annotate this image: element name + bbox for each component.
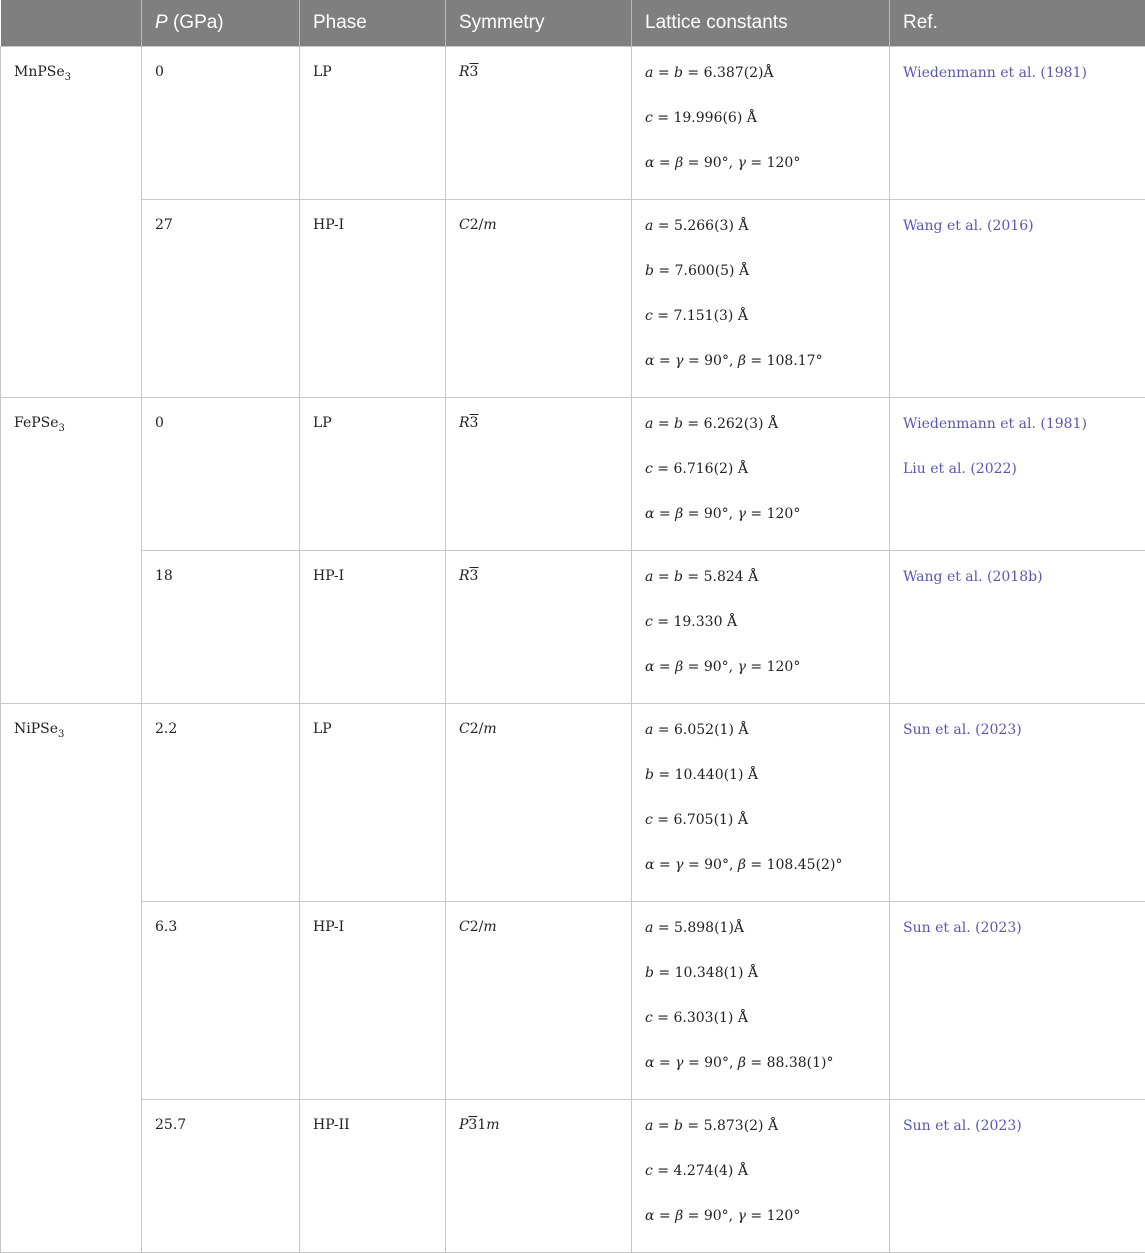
table-row (1, 902, 1145, 1100)
material-name: MnPSe (14, 64, 65, 80)
symmetry-cell (446, 47, 632, 200)
material-name: FePSe (14, 415, 59, 431)
space-group: R (459, 415, 470, 431)
lattice-line: b = 10.348(1) Å (645, 964, 876, 1009)
lattice-line: a = b = 5.873(2) Å (645, 1117, 876, 1162)
lattice-line: a = b = 6.387(2)Å (645, 64, 876, 109)
table-row (1, 398, 1145, 551)
space-group: R (459, 568, 470, 584)
phase-cell: HP-I (300, 200, 446, 398)
lattice-cell (632, 398, 890, 551)
lattice-cell (632, 551, 890, 704)
rotoinversion-bar: 3 (470, 64, 479, 80)
header-phase: Phase (300, 0, 446, 47)
header-material (1, 0, 142, 47)
lattice-line: α = β = 90°, γ = 120° (645, 1207, 876, 1252)
material-cell (1, 47, 142, 398)
lattice-line: a = b = 5.824 Å (645, 568, 876, 613)
ref-cell (890, 902, 1145, 1100)
phase-cell: LP (300, 398, 446, 551)
phase-cell: LP (300, 47, 446, 200)
table-row (1, 47, 1145, 200)
lattice-line: c = 19.996(6) Å (645, 109, 876, 154)
pressure-cell: 6.3 (142, 902, 300, 1100)
lattice-line: c = 7.151(3) Å (645, 307, 876, 352)
phase-cell: HP-I (300, 902, 446, 1100)
lattice-line: α = β = 90°, γ = 120° (645, 658, 876, 703)
pressure-cell: 0 (142, 398, 300, 551)
table-row (1, 1100, 1145, 1253)
lattice-line: α = γ = 90°, β = 88.38(1)° (645, 1054, 876, 1099)
ref-cell (890, 551, 1145, 704)
table-row (1, 200, 1145, 398)
lattice-line: c = 6.716(2) Å (645, 460, 876, 505)
lattice-line: c = 4.274(4) Å (645, 1162, 876, 1207)
space-group: C (459, 217, 470, 233)
lattice-line: b = 7.600(5) Å (645, 262, 876, 307)
lattice-line: c = 19.330 Å (645, 613, 876, 658)
lattice-line: a = 5.898(1)Å (645, 919, 876, 964)
lattice-line: α = β = 90°, γ = 120° (645, 154, 876, 199)
lattice-line: a = b = 6.262(3) Å (645, 415, 876, 460)
space-group: P (459, 1117, 468, 1133)
phase-cell: HP-I (300, 551, 446, 704)
phase-cell: LP (300, 704, 446, 902)
material-cell (1, 398, 142, 704)
lattice-line: c = 6.303(1) Å (645, 1009, 876, 1054)
symmetry-cell: P31m (446, 1100, 632, 1253)
reference-link[interactable]: Sun et al. (2023) (903, 919, 1132, 964)
space-group: R (459, 64, 470, 80)
lattice-line: a = 6.052(1) Å (645, 721, 876, 766)
material-subscript: 3 (59, 423, 65, 434)
pressure-cell: 0 (142, 47, 300, 200)
pressure-cell: 18 (142, 551, 300, 704)
header-pressure: P (GPa) (142, 0, 300, 47)
reference-link[interactable]: Wiedenmann et al. (1981) (903, 64, 1132, 109)
symmetry-cell (446, 551, 632, 704)
reference-link[interactable]: Sun et al. (2023) (903, 1117, 1132, 1162)
material-cell (1, 704, 142, 1253)
rotoinversion-bar: 3 (468, 1117, 477, 1133)
header-symmetry: Symmetry (446, 0, 632, 47)
ref-cell (890, 704, 1145, 902)
reference-link[interactable]: Wang et al. (2016) (903, 217, 1132, 262)
lattice-cell (632, 1100, 890, 1253)
table-row (1, 704, 1145, 902)
lattice-cell (632, 704, 890, 902)
space-group: C (459, 919, 470, 935)
pressure-cell: 27 (142, 200, 300, 398)
symmetry-cell: C2/m (446, 200, 632, 398)
lattice-cell (632, 902, 890, 1100)
reference-link[interactable]: Wiedenmann et al. (1981) (903, 415, 1132, 460)
ref-cell (890, 1100, 1145, 1253)
rotoinversion-bar: 3 (470, 415, 479, 431)
symmetry-cell: C2/m (446, 704, 632, 902)
material-subscript: 3 (65, 72, 71, 83)
reference-link[interactable]: Liu et al. (2022) (903, 460, 1132, 505)
ref-cell (890, 200, 1145, 398)
lattice-line: α = γ = 90°, β = 108.17° (645, 352, 876, 397)
ref-cell (890, 47, 1145, 200)
table-row (1, 551, 1145, 704)
rotoinversion-bar: 3 (470, 568, 479, 584)
material-name: NiPSe (14, 721, 58, 737)
material-subscript: 3 (58, 729, 64, 740)
lattice-line: α = γ = 90°, β = 108.45(2)° (645, 856, 876, 901)
header-ref: Ref. (890, 0, 1145, 47)
header-row (1, 0, 1145, 47)
lattice-line: α = β = 90°, γ = 120° (645, 505, 876, 550)
phase-cell: HP-II (300, 1100, 446, 1253)
lattice-line: b = 10.440(1) Å (645, 766, 876, 811)
header-lattice: Lattice constants (632, 0, 890, 47)
pressure-cell: 2.2 (142, 704, 300, 902)
lattice-cell (632, 47, 890, 200)
lattice-cell (632, 200, 890, 398)
pressure-cell: 25.7 (142, 1100, 300, 1253)
lattice-line: a = 5.266(3) Å (645, 217, 876, 262)
symmetry-cell (446, 398, 632, 551)
ref-cell (890, 398, 1145, 551)
symmetry-cell: C2/m (446, 902, 632, 1100)
space-group: C (459, 721, 470, 737)
reference-link[interactable]: Sun et al. (2023) (903, 721, 1132, 766)
reference-link[interactable]: Wang et al. (2018b) (903, 568, 1132, 613)
lattice-line: c = 6.705(1) Å (645, 811, 876, 856)
